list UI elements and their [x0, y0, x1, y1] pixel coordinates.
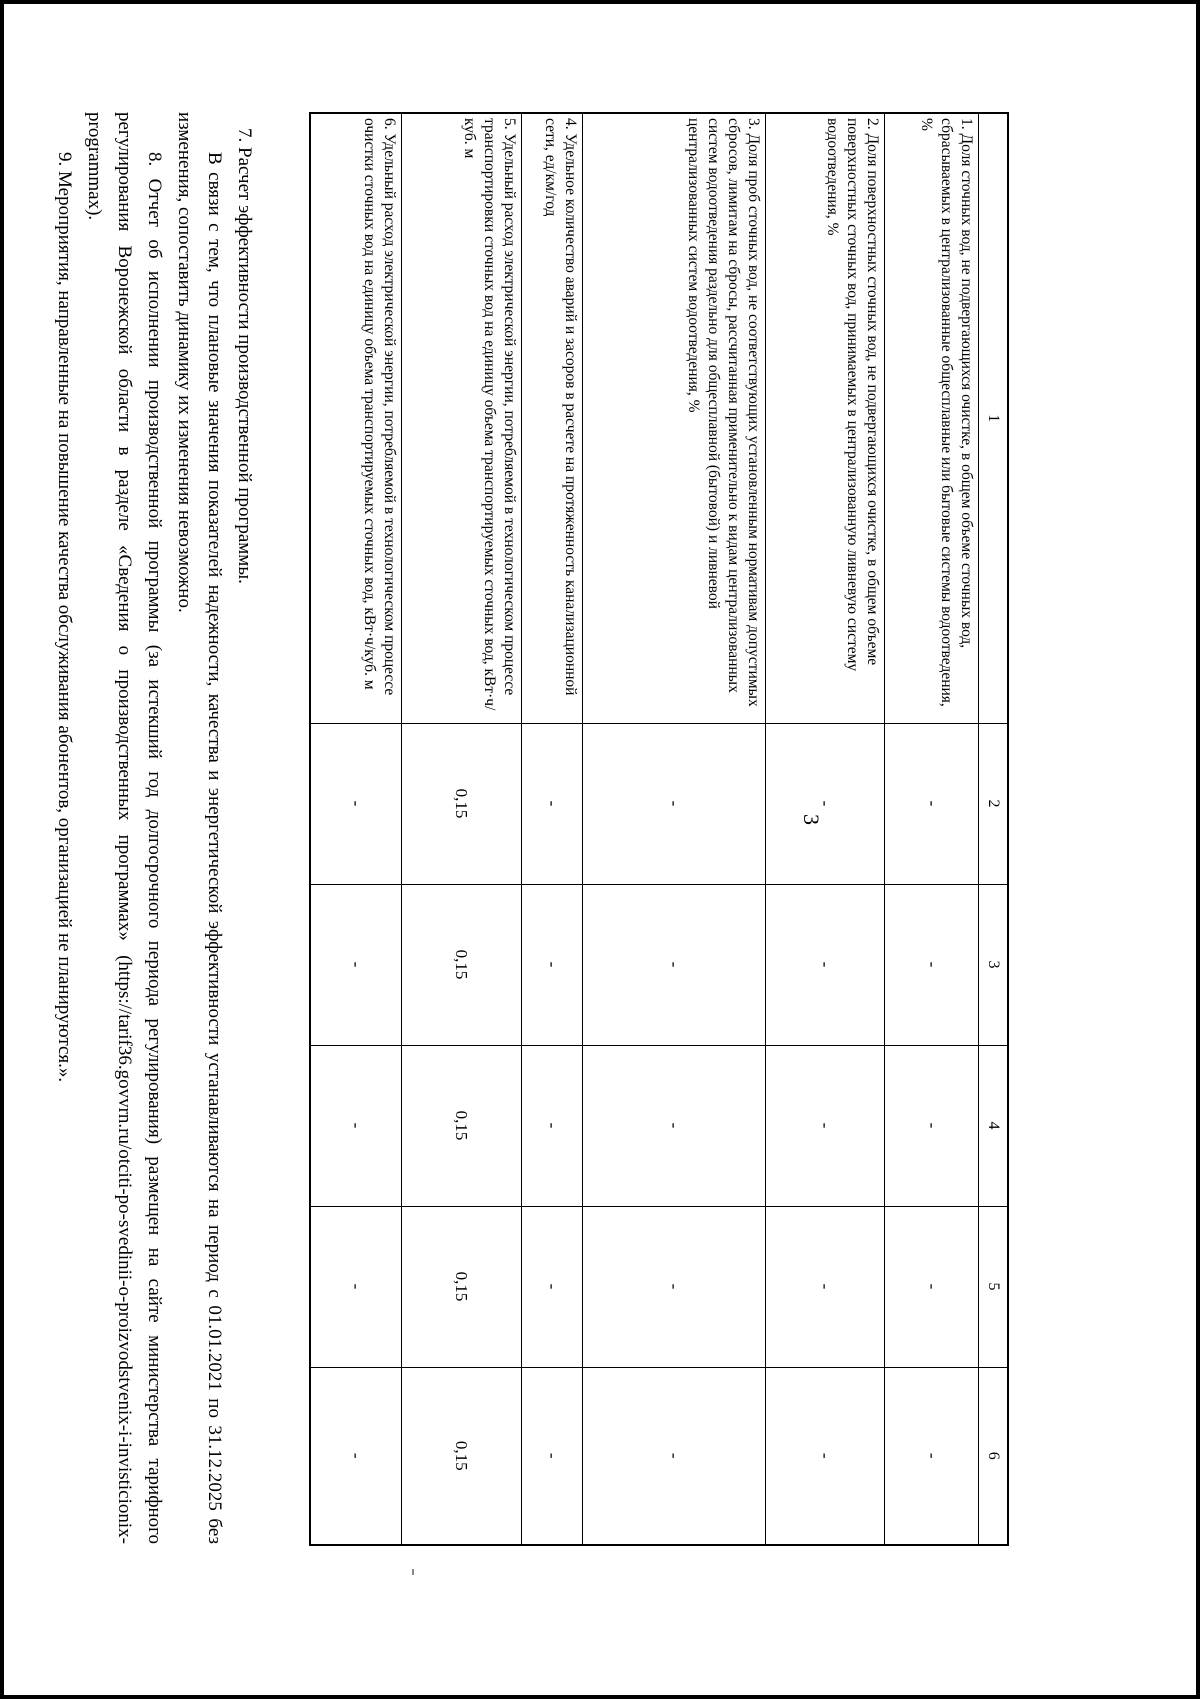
indicator-cell: 4. Удельное количество аварий и засоров в расчете на протяженность канализационной сети, ед/км/год: [521, 113, 582, 723]
table-row: [885, 113, 979, 1545]
value-cell: -: [582, 1206, 765, 1367]
indicator-cell: 3. Доля проб сточных вод, не соответствующих установленным нормативам допустимых сбросов, лимитам на сбросы, рассчитанная применительно к видам централизованных систем водоотведения раздельно для общесплавной (бытовой) и ливневой централизованных систем водоотведения, %: [582, 113, 765, 723]
header-cell: 1: [979, 113, 1009, 723]
value-cell: -: [582, 723, 765, 884]
table-header-row: [979, 113, 1009, 1545]
value-cell: -: [521, 723, 582, 884]
value-cell: -: [310, 1045, 402, 1206]
paragraph-7-title: 7. Расчет эффективности производственной программы.: [234, 128, 255, 584]
value-cell: -: [885, 884, 979, 1045]
value-cell: -: [582, 1367, 765, 1545]
value-cell: -: [582, 884, 765, 1045]
value-cell: -: [765, 1206, 885, 1367]
table-row: [310, 113, 402, 1545]
value-cell: -: [582, 1045, 765, 1206]
value-cell: 0,15: [402, 1367, 522, 1545]
value-cell: -: [521, 884, 582, 1045]
value-cell: -: [885, 1206, 979, 1367]
header-cell: 2: [979, 723, 1009, 884]
header-cell: 5: [979, 1206, 1009, 1367]
indicator-cell: 6. Удельный расход электрической энергии, потребляемой в технологическом процессе очистки сточных вод на единицу объема транспортируемых сточных вод, кВт·ч/куб. м: [310, 113, 402, 723]
header-cell: 3: [979, 884, 1009, 1045]
rotated-document: [4, 44, 1054, 1584]
value-cell: -: [310, 1206, 402, 1367]
value-cell: -: [885, 1367, 979, 1545]
value-cell: -: [521, 1367, 582, 1545]
scan-speck: [412, 1569, 414, 1575]
value-cell: 0,15: [402, 1206, 522, 1367]
paragraph-8: 8. Отчет об исполнении производственной программы (за истекший год долгосрочного периода регулирования) размещен на сайте министерства тарифного регулирования Воронежской области в разделе «Сведения о производственных программах» (https://tarif36.govvrn.ru/otciti-po-svedinii-o-proizvodstvenix-i-invisticionix-programmax).: [84, 112, 165, 1544]
value-cell: -: [310, 884, 402, 1045]
value-cell: -: [765, 723, 885, 884]
value-cell: -: [885, 723, 979, 884]
paragraph-7-text: В связи с тем, что плановые значения показателей надежности, качества и энергетической эффективности устанавливаются на период с 01.01.2021 по 31.12.2025 без изменения, сопоставить динамику их изменения невозможно.: [174, 112, 225, 1544]
value-cell: -: [765, 884, 885, 1045]
table-row: [582, 113, 765, 1545]
page-number: 3: [799, 814, 824, 825]
value-cell: 0,15: [402, 884, 522, 1045]
header-cell: 6: [979, 1367, 1009, 1545]
indicator-cell: 2. Доля поверхностных сточных вод, не подвергающихся очистке, в общем объеме поверхностных сточных вод, принимаемых в централизованную ливневую систему водоотведения, %: [765, 113, 885, 723]
table-row: [521, 113, 582, 1545]
value-cell: -: [885, 1045, 979, 1206]
value-cell: 0,15: [402, 1045, 522, 1206]
value-cell: -: [310, 723, 402, 884]
value-cell: -: [521, 1206, 582, 1367]
table-row: [402, 113, 522, 1545]
table-row: [765, 113, 885, 1545]
indicator-cell: 1. Доля сточных вод, не подвергающихся очистке, в общем объеме сточных вод, сбрасываемых в централизованные общесплавные или бытовые системы водоотведения, %: [885, 113, 979, 723]
value-cell: -: [521, 1045, 582, 1206]
value-cell: -: [310, 1367, 402, 1545]
paragraph-9: 9. Мероприятия, направленные на повышение качества обслуживания абонентов, организацией не планируются.».: [54, 152, 75, 1083]
indicator-cell: 5. Удельный расход электрической энергии, потребляемой в технологическом процессе транспортировки сточных вод на единицу объема транспортируемых сточных вод, кВт·ч/куб. м: [402, 113, 522, 723]
indicators-table: [309, 112, 1009, 1546]
value-cell: 0,15: [402, 723, 522, 884]
value-cell: -: [765, 1367, 885, 1545]
header-cell: 4: [979, 1045, 1009, 1206]
value-cell: -: [765, 1045, 885, 1206]
